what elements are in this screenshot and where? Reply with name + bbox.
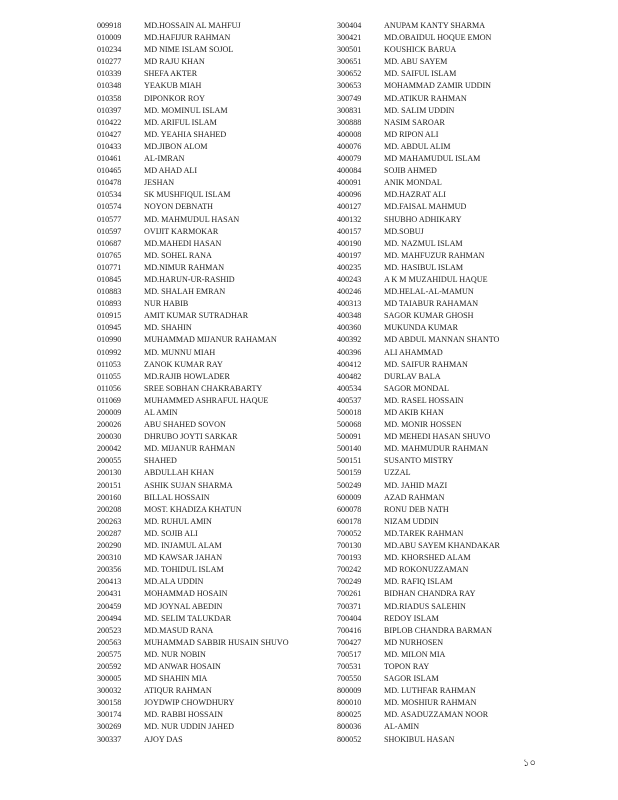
person-name: MD. MOSHIUR RAHMAN bbox=[384, 698, 477, 708]
person-name: MD. MUNNU MIAH bbox=[144, 347, 216, 357]
roll-number: 400096 bbox=[337, 190, 362, 200]
person-name: MUKUNDA KUMAR bbox=[384, 323, 458, 333]
roll-number: 500068 bbox=[337, 420, 362, 430]
roll-number: 400190 bbox=[337, 238, 362, 248]
person-name: KOUSHICK BARUA bbox=[384, 45, 457, 55]
roll-number: 700416 bbox=[337, 625, 362, 635]
roll-number: 200575 bbox=[97, 649, 122, 659]
person-name: MD.NIMUR RAHMAN bbox=[144, 262, 225, 272]
person-name: BIPLOB CHANDRA BARMAN bbox=[384, 625, 492, 635]
roll-number: 800010 bbox=[337, 698, 362, 708]
person-name: MD.SOBUJ bbox=[384, 226, 424, 236]
person-name: MD.HAFIJUR RAHMAN bbox=[144, 33, 231, 43]
person-name: AJOY DAS bbox=[144, 734, 183, 744]
roll-number: 200208 bbox=[97, 504, 122, 514]
person-name: MD. YEAHIA SHAHED bbox=[144, 129, 227, 139]
person-name: MD. MIJANUR RAHMAN bbox=[144, 444, 236, 454]
roll-number: 011069 bbox=[97, 395, 121, 405]
roll-number: 200287 bbox=[97, 528, 122, 538]
roll-number: 400482 bbox=[337, 371, 362, 381]
roll-number: 200310 bbox=[97, 553, 122, 563]
roll-number: 010422 bbox=[97, 117, 122, 127]
person-name: OVIJIT KARMOKAR bbox=[144, 226, 219, 236]
roll-number: 300653 bbox=[337, 81, 362, 91]
roll-number: 010597 bbox=[97, 226, 122, 236]
roll-number: 400412 bbox=[337, 359, 362, 369]
person-name: MD. SHAHIN bbox=[144, 323, 192, 333]
person-name: MD. NUR UDDIN JAHED bbox=[144, 722, 234, 732]
person-name: MD. MOMINUL ISLAM bbox=[144, 105, 228, 115]
roll-number: 400243 bbox=[337, 274, 362, 284]
person-name: MOST. KHADIZA KHATUN bbox=[144, 504, 242, 514]
person-name: MD.HARUN-UR-RASHID bbox=[144, 274, 235, 284]
person-name: MD.HAZRAT ALI bbox=[384, 190, 446, 200]
person-name: MD. RABBI HOSSAIN bbox=[144, 710, 223, 720]
page-number: ১০ bbox=[523, 758, 536, 769]
person-name: MD.ABU SAYEM KHANDAKAR bbox=[384, 541, 500, 551]
roll-number: 200523 bbox=[97, 625, 122, 635]
person-name: MD. SOHEL RANA bbox=[144, 250, 212, 260]
person-name: MD. KHORSHED ALAM bbox=[384, 553, 471, 563]
person-name: MD. MAHFUZUR RAHMAN bbox=[384, 250, 485, 260]
person-name: AZAD RAHMAN bbox=[384, 492, 445, 502]
person-name: ANIK MONDAL bbox=[384, 178, 442, 188]
person-name: SAGOR MONDAL bbox=[384, 383, 449, 393]
roll-number: 200030 bbox=[97, 432, 122, 442]
roll-number: 400197 bbox=[337, 250, 362, 260]
roll-number: 010687 bbox=[97, 238, 122, 248]
person-name: REDOY ISLAM bbox=[384, 613, 439, 623]
roll-number: 500140 bbox=[337, 444, 362, 454]
person-name: MD.HELAL-AL-MAMUN bbox=[384, 287, 474, 297]
roll-number: 010577 bbox=[97, 214, 122, 224]
person-name: DURLAV BALA bbox=[384, 371, 441, 381]
person-name: MD. HASIBUL ISLAM bbox=[384, 262, 464, 272]
person-name: MD. INJAMUL ALAM bbox=[144, 541, 222, 551]
person-name: MD.MAHEDI HASAN bbox=[144, 238, 222, 248]
roll-number: 400084 bbox=[337, 166, 362, 176]
roll-number: 300651 bbox=[337, 57, 362, 67]
roll-number: 800025 bbox=[337, 710, 362, 720]
roll-number: 400246 bbox=[337, 287, 362, 297]
roll-number: 500159 bbox=[337, 468, 362, 478]
roll-number: 011056 bbox=[97, 383, 121, 393]
person-name: MD. SOJIB ALI bbox=[144, 528, 198, 538]
person-name: MD NIME ISLAM SOJOL bbox=[144, 45, 234, 55]
roll-number: 400127 bbox=[337, 202, 362, 212]
roll-number: 700052 bbox=[337, 528, 362, 538]
person-name: MUHAMMAD MIJANUR RAHAMAN bbox=[144, 335, 277, 345]
person-name: MD ANWAR HOSAIN bbox=[144, 661, 221, 671]
roll-number: 010990 bbox=[97, 335, 122, 345]
roll-number: 300831 bbox=[337, 105, 362, 115]
person-name: BILLAL HOSSAIN bbox=[144, 492, 210, 502]
person-name: MD. MAHMUDUR RAHMAN bbox=[384, 444, 489, 454]
person-name: MD.MASUD RANA bbox=[144, 625, 214, 635]
person-name: SAGOR ISLAM bbox=[384, 674, 439, 684]
roll-number: 400076 bbox=[337, 141, 362, 151]
person-name: NIZAM UDDIN bbox=[384, 516, 439, 526]
roll-number: 010478 bbox=[97, 178, 122, 188]
roll-number: 010348 bbox=[97, 81, 122, 91]
roll-number: 400132 bbox=[337, 214, 362, 224]
roll-number: 400537 bbox=[337, 395, 362, 405]
roll-number: 200042 bbox=[97, 444, 122, 454]
roll-number: 400091 bbox=[337, 178, 362, 188]
person-name: SHOKIBUL HASAN bbox=[384, 734, 455, 744]
roll-number: 300337 bbox=[97, 734, 122, 744]
roll-number: 700531 bbox=[337, 661, 362, 671]
person-name: MD. SAIFUR RAHMAN bbox=[384, 359, 468, 369]
person-name: ABDULLAH KHAN bbox=[144, 468, 214, 478]
person-name: SK MUSHFIQUL ISLAM bbox=[144, 190, 231, 200]
roll-number: 010992 bbox=[97, 347, 122, 357]
roll-number: 500151 bbox=[337, 456, 362, 466]
roll-number: 300174 bbox=[97, 710, 122, 720]
roll-number: 600078 bbox=[337, 504, 362, 514]
person-name: MD. RAFIQ ISLAM bbox=[384, 577, 453, 587]
person-name: SUSANTO MISTRY bbox=[384, 456, 454, 466]
roll-number: 700550 bbox=[337, 674, 362, 684]
person-name: AL-AMIN bbox=[384, 722, 420, 732]
roll-number: 010397 bbox=[97, 105, 122, 115]
roll-number: 700130 bbox=[337, 541, 362, 551]
person-name: NOYON DEBNATH bbox=[144, 202, 214, 212]
roll-number: 500018 bbox=[337, 408, 362, 417]
roll-number: 200009 bbox=[97, 408, 122, 417]
person-name: AL AMIN bbox=[144, 408, 178, 417]
roll-number: 400079 bbox=[337, 154, 362, 164]
roll-number: 010765 bbox=[97, 250, 122, 260]
person-name: YEAKUB MIAH bbox=[144, 81, 202, 91]
roll-number: 200494 bbox=[97, 613, 122, 623]
person-name: MD.RIADUS SALEHIN bbox=[384, 601, 466, 611]
person-name: MD MAHAMUDUL ISLAM bbox=[384, 154, 481, 164]
roll-number: 300652 bbox=[337, 69, 362, 79]
person-name: MD. ABDUL ALIM bbox=[384, 141, 451, 151]
roll-number: 300032 bbox=[97, 686, 122, 696]
person-name: ABU SHAHED SOVON bbox=[144, 420, 226, 430]
roll-number: 300404 bbox=[337, 21, 362, 30]
roll-number: 300888 bbox=[337, 117, 362, 127]
person-name: ANUPAM KANTY SHARMA bbox=[384, 21, 486, 30]
person-name: MD JOYNAL ABEDIN bbox=[144, 601, 223, 611]
person-name: MD TAIABUR RAHAMAN bbox=[384, 299, 479, 309]
person-name: RONU DEB NATH bbox=[384, 504, 449, 514]
person-name: UZZAL bbox=[384, 468, 411, 478]
roll-number: 700427 bbox=[337, 637, 362, 647]
roll-number: 010433 bbox=[97, 141, 122, 151]
roll-number: 009918 bbox=[97, 21, 122, 30]
person-name: MD. ASADUZZAMAN NOOR bbox=[384, 710, 489, 720]
person-name: MD.TAREK RAHMAN bbox=[384, 528, 464, 538]
roll-number: 200130 bbox=[97, 468, 122, 478]
roll-number: 010574 bbox=[97, 202, 122, 212]
roll-number: 010277 bbox=[97, 57, 122, 67]
person-name: MD.ATIKUR RAHMAN bbox=[384, 93, 467, 103]
roll-number: 010461 bbox=[97, 154, 122, 164]
person-name: MD SHAHIN MIA bbox=[144, 674, 208, 684]
person-name: NUR HABIB bbox=[144, 299, 189, 309]
roll-number: 010534 bbox=[97, 190, 122, 200]
roll-number: 400360 bbox=[337, 323, 362, 333]
person-name: MD. JAHID MAZI bbox=[384, 480, 448, 490]
roll-number: 300158 bbox=[97, 698, 122, 708]
person-name: SHAHED bbox=[144, 456, 177, 466]
roll-number: 700371 bbox=[337, 601, 362, 611]
person-name: MD. LUTHFAR RAHMAN bbox=[384, 686, 476, 696]
roll-number: 010945 bbox=[97, 323, 122, 333]
person-name: AL-IMRAN bbox=[144, 154, 185, 164]
person-name: DIPONKOR ROY bbox=[144, 93, 205, 103]
roll-number: 200026 bbox=[97, 420, 122, 430]
roll-number: 700242 bbox=[337, 565, 362, 575]
person-name: MD. RUHUL AMIN bbox=[144, 516, 212, 526]
person-name: MD. RASEL HOSSAIN bbox=[384, 395, 464, 405]
person-name: MD.RAJIB HOWLADER bbox=[144, 371, 230, 381]
person-name: MD. SALIM UDDIN bbox=[384, 105, 455, 115]
roll-number: 300749 bbox=[337, 93, 362, 103]
roll-number: 700404 bbox=[337, 613, 362, 623]
person-name: MD. MAHMUDUL HASAN bbox=[144, 214, 240, 224]
person-name: MD AHAD ALI bbox=[144, 166, 198, 176]
roll-number: 010339 bbox=[97, 69, 122, 79]
person-name: NASIM SAROAR bbox=[384, 117, 445, 127]
roll-number: 500249 bbox=[337, 480, 362, 490]
roll-number: 700249 bbox=[337, 577, 362, 587]
roll-number: 010465 bbox=[97, 166, 122, 176]
person-name: JESHAN bbox=[144, 178, 175, 188]
roll-number: 700517 bbox=[337, 649, 362, 659]
roll-number: 200055 bbox=[97, 456, 122, 466]
roll-number: 200431 bbox=[97, 589, 122, 599]
person-name: MUHAMMAD SABBIR HUSAIN SHUVO bbox=[144, 637, 289, 647]
person-name: SHUBHO ADHIKARY bbox=[384, 214, 462, 224]
roll-number: 400396 bbox=[337, 347, 362, 357]
person-name: MD.FAISAL MAHMUD bbox=[384, 202, 467, 212]
roll-number: 010915 bbox=[97, 311, 122, 321]
roll-number: 010893 bbox=[97, 299, 122, 309]
person-name: SHEFA AKTER bbox=[144, 69, 198, 79]
person-name: BIDHAN CHANDRA RAY bbox=[384, 589, 476, 599]
roll-number: 600009 bbox=[337, 492, 362, 502]
person-name: MD ABDUL MANNAN SHANTO bbox=[384, 335, 500, 345]
roll-number: 400534 bbox=[337, 383, 362, 393]
roll-number: 200356 bbox=[97, 565, 122, 575]
roll-number: 300269 bbox=[97, 722, 122, 732]
person-name: MUHAMMED ASHRAFUL HAQUE bbox=[144, 395, 269, 405]
roll-number: 011053 bbox=[97, 359, 121, 369]
roll-number: 800036 bbox=[337, 722, 362, 732]
person-name: MD. MILON MIA bbox=[384, 649, 446, 659]
roll-number: 200413 bbox=[97, 577, 122, 587]
roll-number: 200459 bbox=[97, 601, 122, 611]
roll-number: 010427 bbox=[97, 129, 122, 139]
roll-number: 400235 bbox=[337, 262, 362, 272]
person-name: MD.OBAIDUL HOQUE EMON bbox=[384, 33, 492, 43]
roll-number: 400313 bbox=[337, 299, 362, 309]
roll-number: 400392 bbox=[337, 335, 362, 345]
person-name: DHRUBO JOYTI SARKAR bbox=[144, 432, 238, 442]
roll-number: 010883 bbox=[97, 287, 122, 297]
roll-number: 010358 bbox=[97, 93, 122, 103]
person-name: JOYDWIP CHOWDHURY bbox=[144, 698, 235, 708]
person-name: MD KAWSAR JAHAN bbox=[144, 553, 223, 563]
roll-number: 400157 bbox=[337, 226, 362, 236]
roll-number: 200263 bbox=[97, 516, 122, 526]
person-name: ZANOK KUMAR RAY bbox=[144, 359, 223, 369]
roll-number: 010009 bbox=[97, 33, 122, 43]
person-name: MD.ALA UDDIN bbox=[144, 577, 204, 587]
roll-number: 500091 bbox=[337, 432, 362, 442]
person-name: SAGOR KUMAR GHOSH bbox=[384, 311, 474, 321]
roll-number: 300421 bbox=[337, 33, 362, 43]
roll-number: 200592 bbox=[97, 661, 122, 671]
person-name: ALI AHAMMAD bbox=[384, 347, 443, 357]
roll-number: 400348 bbox=[337, 311, 362, 321]
roll-number: 800052 bbox=[337, 734, 362, 744]
roll-number: 200160 bbox=[97, 492, 122, 502]
person-name: AMIT KUMAR SUTRADHAR bbox=[144, 311, 249, 321]
roll-number: 400008 bbox=[337, 129, 362, 139]
person-name: ASHIK SUJAN SHARMA bbox=[144, 480, 233, 490]
person-name: MD. SELIM TALUKDAR bbox=[144, 613, 232, 623]
person-name: MD RIPON ALI bbox=[384, 129, 439, 139]
person-name: MD AKIB KHAN bbox=[384, 408, 444, 417]
roll-number: 700193 bbox=[337, 553, 362, 563]
person-name: MD. TOHIDUL ISLAM bbox=[144, 565, 224, 575]
person-name: MD. NUR NOBIN bbox=[144, 649, 206, 659]
person-name: MOHAMMAD ZAMIR UDDIN bbox=[384, 81, 492, 91]
person-name: MD. NAZMUL ISLAM bbox=[384, 238, 463, 248]
person-name: MD.JIBON ALOM bbox=[144, 141, 208, 151]
person-name: A K M MUZAHIDUL HAQUE bbox=[384, 274, 488, 284]
roll-number: 800009 bbox=[337, 686, 362, 696]
person-name: MOHAMMAD HOSAIN bbox=[144, 589, 228, 599]
roll-number: 010771 bbox=[97, 262, 122, 272]
person-name: SOJIB AHMED bbox=[384, 166, 437, 176]
roll-number: 600178 bbox=[337, 516, 362, 526]
person-name: MD. SHALAH EMRAN bbox=[144, 287, 226, 297]
roll-number: 010234 bbox=[97, 45, 122, 55]
roll-number: 200563 bbox=[97, 637, 122, 647]
person-name: MD NURHOSEN bbox=[384, 637, 444, 647]
person-name: MD. ABU SAYEM bbox=[384, 57, 448, 67]
person-name: MD. MONIR HOSSEN bbox=[384, 420, 462, 430]
person-name: MD MEHEDI HASAN SHUVO bbox=[384, 432, 491, 442]
roll-number: 200290 bbox=[97, 541, 122, 551]
roll-number: 300501 bbox=[337, 45, 362, 55]
person-name: TOPON RAY bbox=[384, 661, 430, 671]
person-name: MD. SAIFUL ISLAM bbox=[384, 69, 457, 79]
roll-number: 010845 bbox=[97, 274, 122, 284]
person-name: MD ROKONUZZAMAN bbox=[384, 565, 469, 575]
roll-number: 700261 bbox=[337, 589, 362, 599]
person-name: MD RAJU KHAN bbox=[144, 57, 205, 67]
person-name: ATIQUR RAHMAN bbox=[144, 686, 212, 696]
roll-number: 300005 bbox=[97, 674, 122, 684]
roll-number: 011055 bbox=[97, 371, 121, 381]
roll-number: 200151 bbox=[97, 480, 122, 490]
person-name: MD.HOSSAIN AL MAHFUJ bbox=[144, 21, 241, 30]
person-name: MD. ARIFUL ISLAM bbox=[144, 117, 217, 127]
person-name: SREE SOBHAN CHAKRABARTY bbox=[144, 383, 263, 393]
